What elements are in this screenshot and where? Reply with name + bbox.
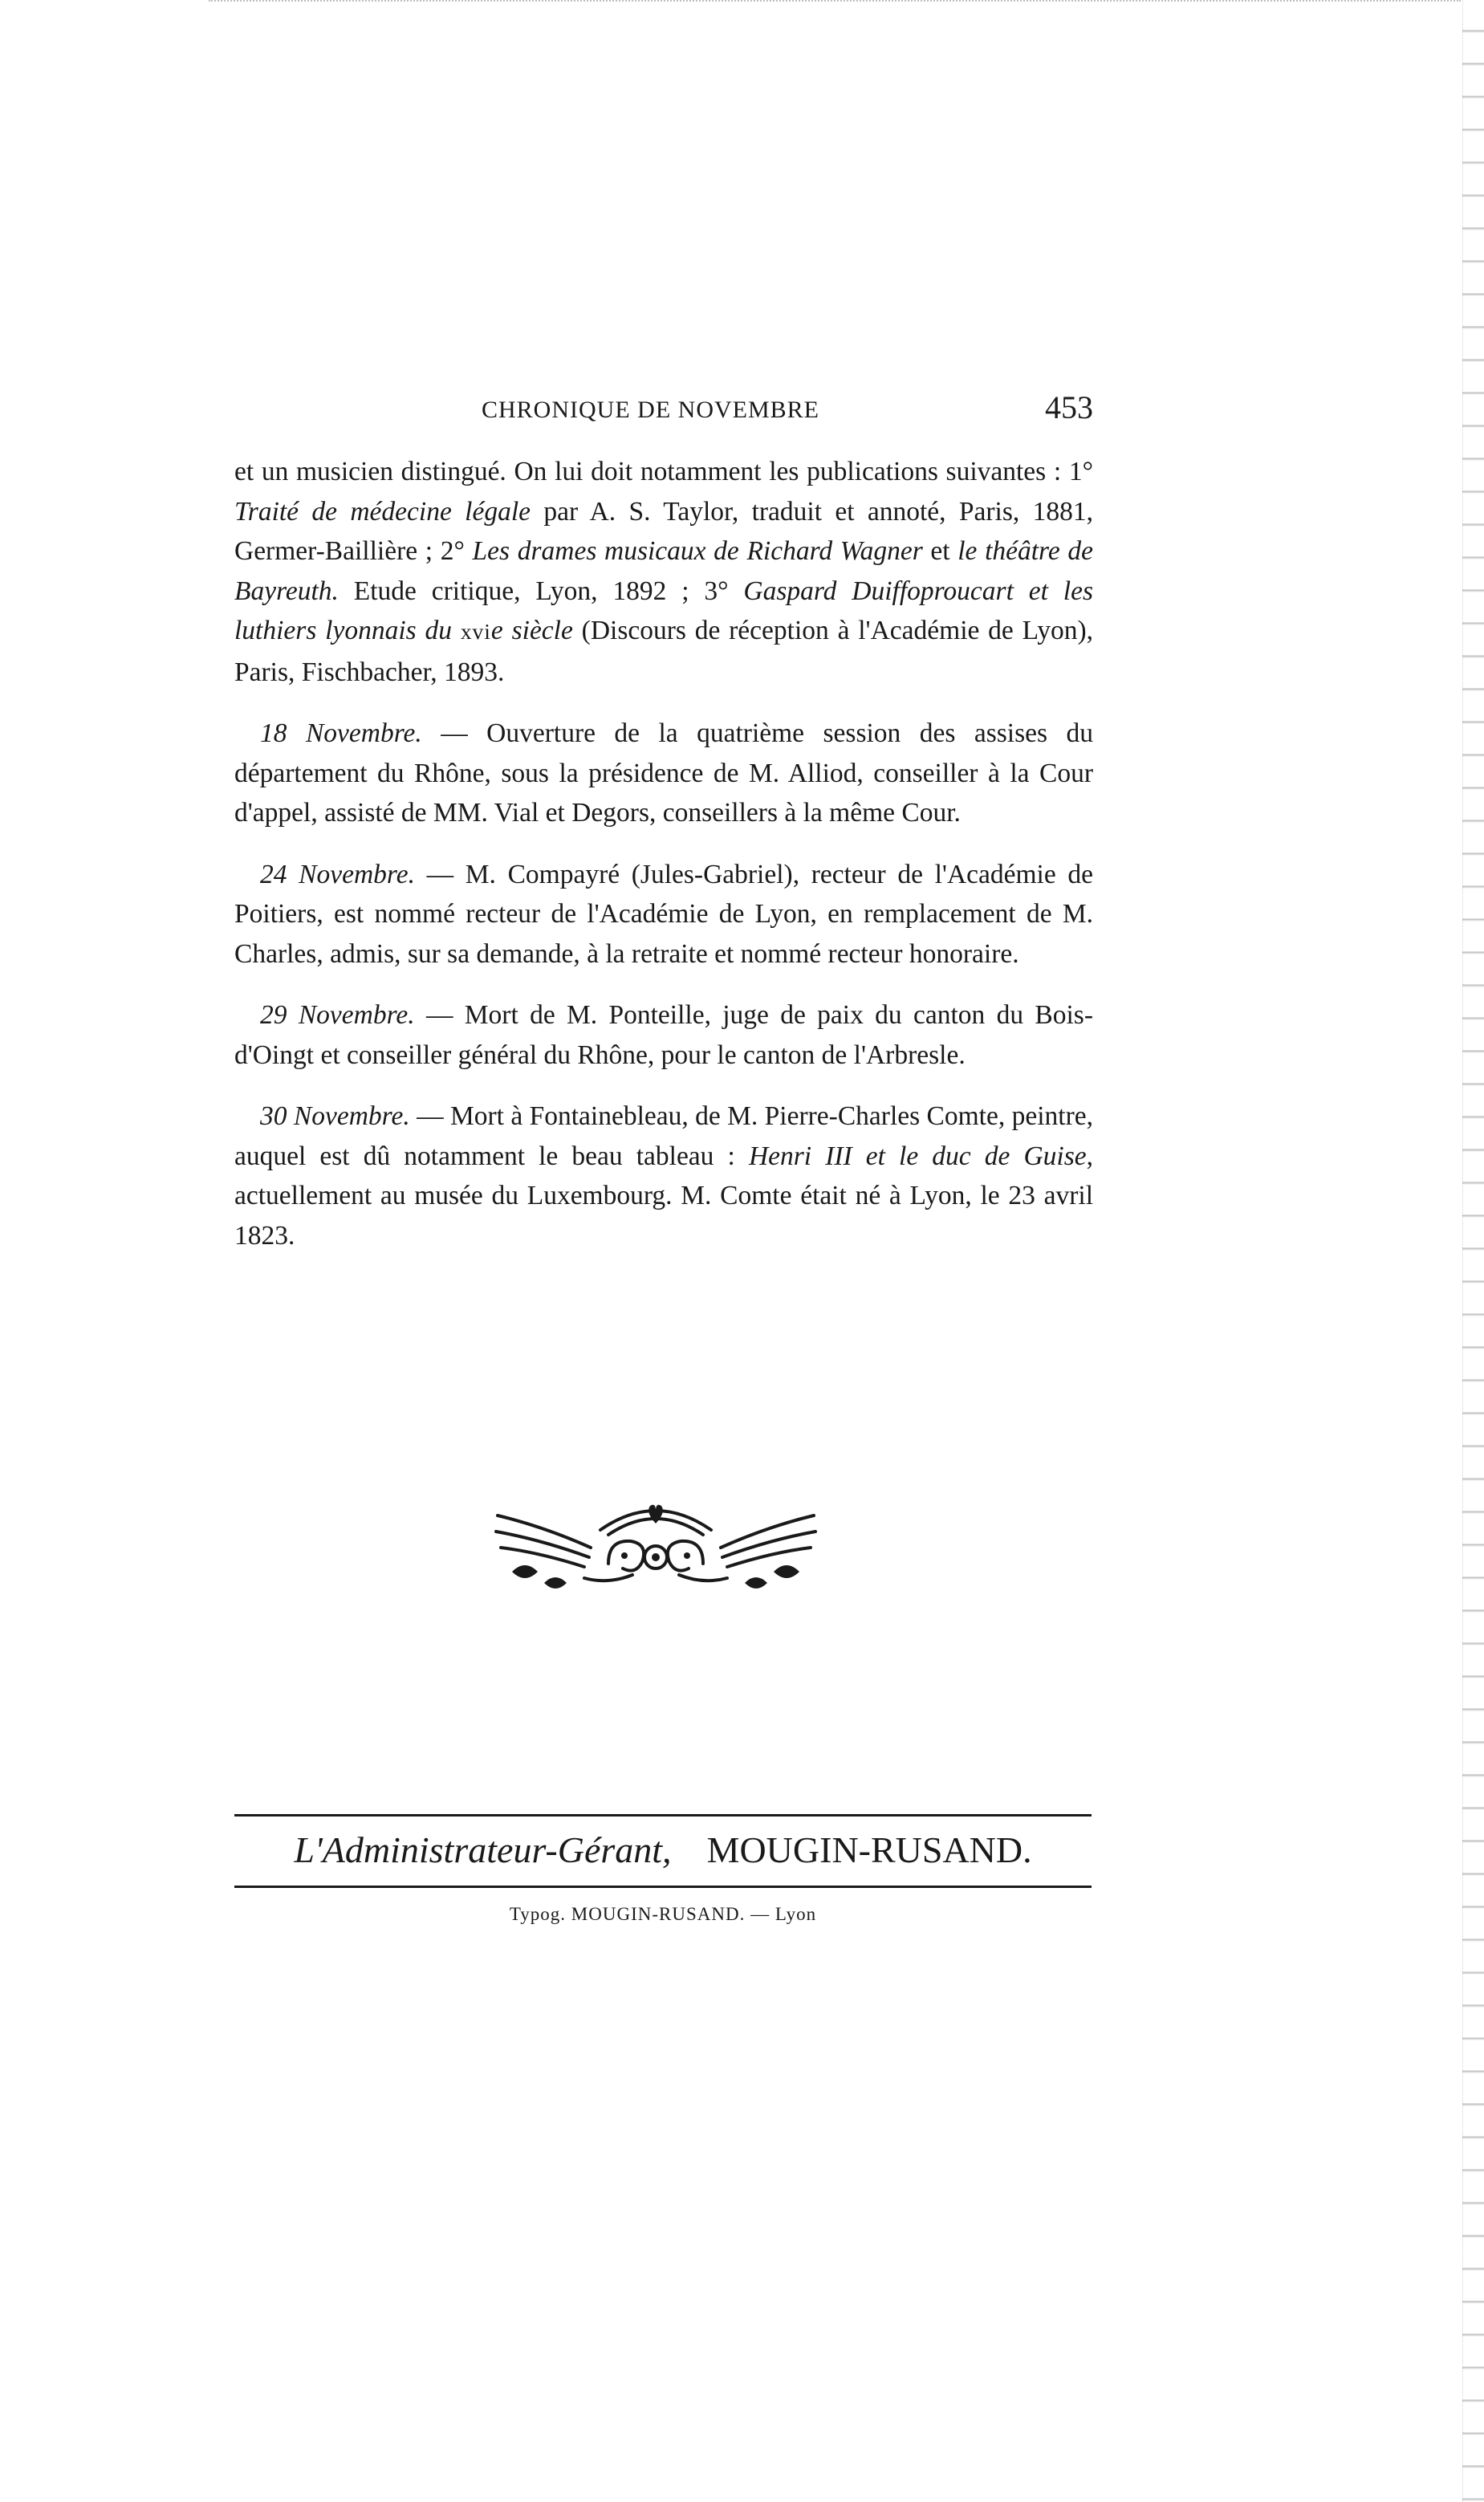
chronicle-body (234, 452, 1093, 1277)
gerant-role: L'Administrateur-Gérant, (294, 1829, 672, 1870)
text-run: (Discours de réception à l'Académie de Lyon), Paris, Fischbacher, 1893. (234, 616, 1093, 687)
entry-continuation (234, 452, 1093, 692)
text-run: — Mort à Fontainebleau, de M. Pierre-Charles Comte, peintre, auquel est dû notamment le beau tableau : (234, 1101, 1093, 1171)
text-run: — Ouverture de la quatrième session des assises du département du Rhône, sous la présidence de M. Alliod, conseiller à la Cour d'appel, assisté de MM. Vial et Degors, conseillers à la même Cour. (234, 718, 1093, 828)
running-title: CHRONIQUE DE NOVEMBRE (482, 397, 819, 423)
entry-18-novembre (234, 714, 1093, 833)
text-run: Gaspard Duiffoproucart et les luthiers lyonnais du (234, 576, 1093, 645)
text-run: xvi (460, 620, 491, 644)
text-run: Etude critique, Lyon, 1892 ; 3° (338, 576, 744, 606)
scan-page-edge (1462, 0, 1484, 2502)
gerant-line (234, 1829, 1092, 1871)
printer-imprint: Typog. MOUGIN-RUSAND. — Lyon (509, 1904, 817, 1924)
text-run: et (922, 536, 958, 566)
running-head (234, 389, 1093, 433)
text-run: e siècle (490, 616, 573, 645)
text-run: 24 Novembre. (260, 859, 415, 889)
text-run: — Mort de M. Ponteille, juge de paix du canton du Bois-d'Oingt et conseiller général du Rhône, pour le canton de l'Arbresle. (234, 1000, 1093, 1070)
text-run: et un musicien distingué. On lui doit notamment les publications suivantes : 1° (234, 457, 1093, 486)
text-run: 18 Novembre. (260, 718, 422, 748)
text-run: Les drames musicaux de Richard Wagner (472, 536, 923, 566)
text-run: 29 Novembre. (260, 1000, 415, 1030)
entry-30-novembre (234, 1096, 1093, 1255)
entry-29-novembre (234, 995, 1093, 1075)
footer-rule-bottom (234, 1886, 1092, 1888)
text-run: Traité de médecine légale (234, 496, 531, 527)
text-run: par A. S. Taylor, traduit et annoté, Paris, 1881, Germer-Baillière ; 2° (234, 496, 1093, 566)
text-run: le théâtre de Bayreuth. (234, 536, 1093, 606)
footer-rule-top (234, 1814, 1092, 1816)
text-run: , actuellement au musée du Luxembourg. M. Comte était né à Lyon, le 23 avril 1823. (234, 1141, 1094, 1251)
text-run: — M. Compayré (Jules-Gabriel), recteur de l'Académie de Poitiers, est nommé recteur de l'Académie de Lyon, en remplacement de M. Charles, admis, sur sa demande, à la retraite et nommé recteur honoraire. (234, 859, 1094, 969)
text-run: 30 Novembre. (260, 1101, 410, 1131)
page-number: 453 (1045, 389, 1093, 425)
gerant-name: MOUGIN-RUSAND. (706, 1829, 1032, 1870)
scan-top-edge (209, 0, 1461, 6)
floral-ornament-icon (488, 1495, 823, 1597)
entry-24-novembre (234, 855, 1093, 974)
text-run: Henri III et le duc de Guise (748, 1141, 1087, 1171)
